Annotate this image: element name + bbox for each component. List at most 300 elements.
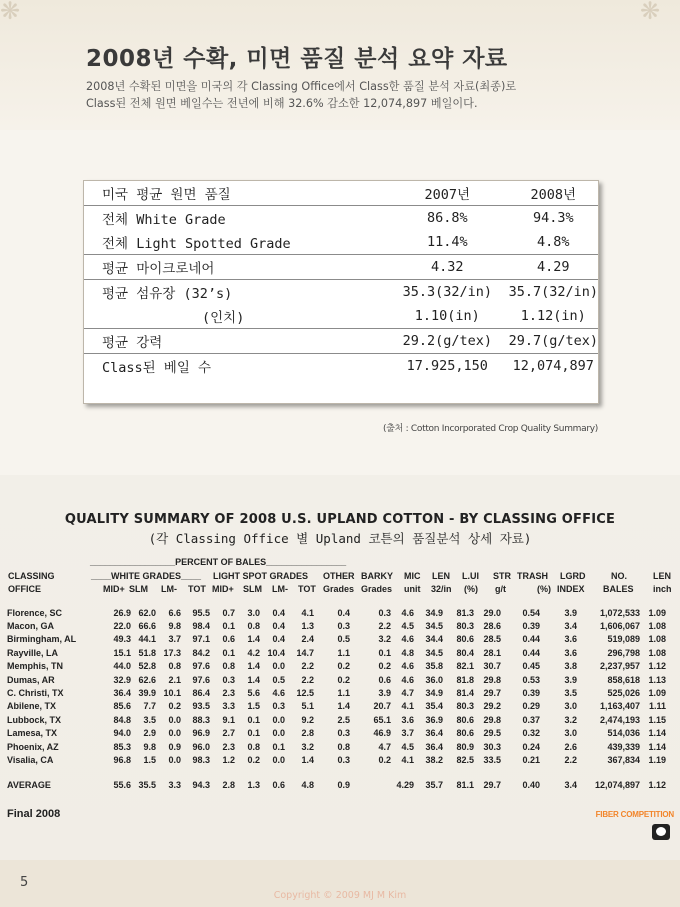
table-cell: 82.5 — [456, 754, 474, 765]
summary-table — [84, 181, 598, 378]
table-cell: 1.4 — [247, 674, 260, 685]
header-white-mid: MID+ — [103, 584, 125, 594]
table-cell: 28.5 — [483, 634, 501, 645]
table-cell: 20.7 — [373, 701, 391, 712]
table-cell: 0.2 — [337, 661, 350, 672]
table-cell: 35.4 — [425, 701, 443, 712]
table-cell: 3.3 — [222, 701, 235, 712]
table-spacer-cell — [7, 767, 666, 779]
table-cell: 88.3 — [192, 714, 210, 725]
final-label: Final 2008 — [7, 808, 61, 820]
table-row — [7, 606, 666, 619]
table-cell: 3.9 — [564, 607, 577, 618]
table-cell: 80.6 — [456, 728, 474, 739]
intro-line-1: 2008년 수확된 미면을 미국의 각 Classing Office에서 Class한 품질 분석 자료(최종)로 — [86, 80, 517, 93]
table-cell: 5.6 — [247, 688, 260, 699]
header-ls-mid: MID+ — [212, 584, 234, 594]
table-cell: 30.7 — [483, 661, 501, 672]
table-cell: 1.4 — [337, 701, 350, 712]
table-cell: 98.4 — [192, 621, 210, 632]
summary-row-length-32s — [84, 280, 598, 305]
table-cell: 2.9 — [143, 728, 156, 739]
summary-label: (인치) — [84, 304, 386, 329]
table-cell: 1.11 — [648, 701, 666, 712]
summary-value-2007: 35.3(32/in) — [402, 284, 492, 300]
summary-value-2008: 4.29 — [509, 255, 598, 280]
table-cell: 0.54 — [522, 607, 540, 618]
table-cell: 34.9 — [425, 688, 443, 699]
table-cell: 0.3 — [337, 728, 350, 739]
header-light-spot-grades: LIGHT SPOT GRADES — [213, 571, 309, 581]
table-cell: 0.8 — [168, 661, 181, 672]
table-cell: 39.9 — [138, 688, 156, 699]
table-cell: 0.5 — [337, 634, 350, 645]
table-cell: 29.7 — [483, 688, 501, 699]
table-cell: 0.0 — [272, 754, 285, 765]
table-cell: 2.1 — [168, 674, 181, 685]
table-cell: 3.0 — [247, 607, 260, 618]
table-cell: 0.32 — [522, 728, 540, 739]
summary-value-2008: 94.3% — [532, 210, 574, 226]
page-number: 5 — [20, 875, 29, 890]
table-cell: 2.2 — [301, 674, 314, 685]
table-cell: 1.1 — [337, 688, 350, 699]
table-cell: 0.1 — [378, 647, 391, 658]
table-cell: 36.4 — [113, 688, 131, 699]
table-cell: 3.6 — [401, 714, 414, 725]
table-cell: 0.21 — [522, 754, 540, 765]
table-cell: 4.7 — [378, 741, 391, 752]
corner-ornament-left: ❋ — [0, 0, 21, 25]
table-cell: 2,474,193 — [599, 714, 640, 725]
table-cell: 65.1 — [373, 714, 391, 725]
header-percent-of-bales: _________________PERCENT OF BALES________________ — [90, 557, 347, 567]
header-ls-tot: TOT — [298, 584, 316, 594]
table-cell: 0.2 — [168, 701, 181, 712]
page-title: 2008년 수확, 미면 품질 분석 요약 자료 — [86, 46, 508, 72]
table-cell: 4.1 — [301, 607, 314, 618]
table-cell: 0.1 — [222, 621, 235, 632]
table-row — [7, 713, 666, 726]
table-cell: 81.8 — [456, 674, 474, 685]
table-cell: 1.09 — [648, 688, 666, 699]
table-cell: 1.13 — [648, 674, 666, 685]
table-cell: 2.3 — [222, 688, 235, 699]
table-cell: 296,798 — [607, 647, 640, 658]
table-cell: 2.7 — [222, 728, 235, 739]
table-cell: 1.15 — [648, 714, 666, 725]
office-name: Phoenix, AZ — [7, 741, 59, 752]
table-cell: 0.0 — [272, 714, 285, 725]
table-cell: 4.2 — [247, 647, 260, 658]
table-cell: 29.8 — [483, 714, 501, 725]
summary-label: Class된 베일 수 — [102, 360, 212, 376]
table-cell: 0.7 — [222, 607, 235, 618]
summary-value-2007: 29.2(g/tex) — [386, 329, 509, 354]
table-cell: 525,026 — [607, 688, 640, 699]
table-cell: 32.9 — [113, 674, 131, 685]
table-cell: 3.0 — [564, 701, 577, 712]
summary-value-2007: 17.925,150 — [406, 358, 488, 374]
header-barky-grades: Grades — [361, 584, 393, 594]
table-cell: 4.6 — [272, 688, 285, 699]
summary-label: 평균 섬유장 (32’s) — [102, 286, 233, 302]
table-cell: 55.6 — [113, 780, 131, 791]
table-cell: 0.2 — [247, 754, 260, 765]
table-cell: 4.7 — [401, 688, 414, 699]
table-cell: 0.39 — [522, 688, 540, 699]
quality-summary-subtitle: (각 Classing Office 별 Upland 코튼의 품질분석 상세 자료) — [148, 531, 532, 546]
summary-value-2007: 4.32 — [386, 255, 509, 280]
copyright-text: Copyright © 2009 MJ M Kim — [273, 890, 407, 901]
table-cell: 0.6 — [222, 634, 235, 645]
header-lgrd-index: INDEX — [557, 584, 585, 594]
table-cell: 3.6 — [564, 647, 577, 658]
table-cell: 6.6 — [168, 607, 181, 618]
table-cell: 66.6 — [138, 621, 156, 632]
header-mic-unit: unit — [404, 584, 421, 594]
intro-line-2: Class된 전체 원면 베일수는 전년에 비해 32.6% 감소한 12,074,897 베일이다. — [86, 97, 478, 110]
table-cell: 97.1 — [192, 634, 210, 645]
office-name: C. Christi, TX — [7, 688, 64, 699]
table-cell: 4.8 — [301, 780, 314, 791]
summary-label: 전체 Light Spotted Grade — [84, 230, 386, 255]
table-cell: 3.2 — [564, 714, 577, 725]
table-cell: 2.3 — [222, 741, 235, 752]
table-cell: 94.0 — [113, 728, 131, 739]
header-other: OTHER — [323, 571, 355, 581]
table-cell: 0.0 — [272, 661, 285, 672]
table-cell: 5.1 — [301, 701, 314, 712]
table-cell: 35.7 — [425, 780, 443, 791]
table-cell: 96.8 — [113, 754, 131, 765]
summary-header-row — [84, 181, 598, 206]
table-cell: 0.8 — [222, 661, 235, 672]
office-name: Abilene, TX — [7, 701, 57, 712]
table-cell: 3.9 — [378, 688, 391, 699]
header-bales: BALES — [603, 584, 634, 594]
table-cell: 85.3 — [113, 741, 131, 752]
table-cell: 30.3 — [483, 741, 501, 752]
header-white-slm: SLM — [129, 584, 148, 594]
summary-value-2008: 12,074,897 — [512, 358, 594, 374]
average-row — [7, 779, 666, 792]
table-cell: 3.6 — [564, 634, 577, 645]
table-cell: 367,834 — [607, 754, 640, 765]
office-name: Lamesa, TX — [7, 728, 58, 739]
table-cell: 1.5 — [247, 701, 260, 712]
table-cell: 49.3 — [113, 634, 131, 645]
table-cell: 51.8 — [138, 647, 156, 658]
table-cell: 80.3 — [456, 701, 474, 712]
table-cell: 0.3 — [337, 621, 350, 632]
table-cell: 1.14 — [648, 741, 666, 752]
table-cell: 35.8 — [425, 661, 443, 672]
header-no: NO. — [611, 571, 628, 581]
table-cell: 1.08 — [648, 634, 666, 645]
table-row — [7, 633, 666, 646]
table-cell: 62.6 — [138, 674, 156, 685]
header-ls-lm: LM- — [272, 584, 288, 594]
table-cell: 1.3 — [247, 780, 260, 791]
table-cell: 0.40 — [522, 780, 540, 791]
summary-row-length-inch — [84, 304, 598, 329]
table-cell: 9.8 — [168, 621, 181, 632]
summary-value-2008: 29.7(g/tex) — [509, 329, 598, 354]
table-cell: 9.1 — [222, 714, 235, 725]
table-cell: 7.7 — [143, 701, 156, 712]
table-cell: 0.9 — [337, 780, 350, 791]
table-cell: 3.7 — [401, 728, 414, 739]
table-cell: 0.0 — [168, 754, 181, 765]
table-cell: 0.24 — [522, 741, 540, 752]
table-cell: 0.29 — [522, 701, 540, 712]
table-cell: 52.8 — [138, 661, 156, 672]
table-cell: 2.2 — [564, 754, 577, 765]
table-cell: 36.4 — [425, 728, 443, 739]
table-cell: 0.6 — [378, 674, 391, 685]
quality-summary-title: QUALITY SUMMARY OF 2008 U.S. UPLAND COTTON - BY CLASSING OFFICE — [64, 512, 616, 527]
table-cell: 2.8 — [222, 780, 235, 791]
table-cell: 4.29 — [396, 780, 414, 791]
office-name: Visalia, CA — [7, 754, 54, 765]
header-classing: CLASSING — [8, 571, 55, 581]
table-cell: 0.37 — [522, 714, 540, 725]
header-ls-slm: SLM — [243, 584, 262, 594]
table-cell: 3.7 — [168, 634, 181, 645]
table-row — [7, 686, 666, 699]
table-cell: 0.9 — [168, 741, 181, 752]
table-cell: 94.3 — [192, 780, 210, 791]
table-cell: 80.4 — [456, 647, 474, 658]
header-len-inch-unit: inch — [653, 584, 672, 594]
header-trash-unit: (%) — [537, 584, 551, 594]
table-cell: 1.4 — [247, 634, 260, 645]
table-cell: 3.2 — [301, 741, 314, 752]
summary-header-item: 미국 평균 원면 품질 — [84, 181, 386, 206]
table-cell: 0.0 — [272, 728, 285, 739]
table-cell: 2.5 — [337, 714, 350, 725]
table-cell: 858,618 — [607, 674, 640, 685]
summary-row-white-grade — [84, 206, 598, 231]
table-cell: 4.8 — [401, 647, 414, 658]
table-cell: 1.1 — [337, 647, 350, 658]
table-cell: 3.4 — [564, 780, 577, 791]
header-len-inch: LEN — [653, 571, 671, 581]
table-cell: 0.45 — [522, 661, 540, 672]
table-cell: 98.3 — [192, 754, 210, 765]
table-cell: 0.0 — [168, 728, 181, 739]
table-cell: 0.44 — [522, 634, 540, 645]
summary-row-micronaire — [84, 255, 598, 280]
table-cell: 1.14 — [648, 728, 666, 739]
table-cell: 1,163,407 — [599, 701, 640, 712]
fiber-competition-logo: FIBER COMPETITION — [595, 810, 674, 819]
source-note: (출처 : Cotton Incorporated Crop Quality Summary) — [383, 424, 598, 434]
office-name: Rayville, LA — [7, 647, 59, 658]
table-cell: 29.7 — [483, 780, 501, 791]
table-cell: 29.5 — [483, 728, 501, 739]
summary-label: 평균 마이크로네어 — [84, 255, 386, 280]
header-str-unit: g/t — [495, 584, 506, 594]
table-cell: 1,072,533 — [599, 607, 640, 618]
table-cell: 2.8 — [301, 728, 314, 739]
table-cell: 0.8 — [247, 621, 260, 632]
table-cell: 0.4 — [272, 621, 285, 632]
cotton-logo-icon — [652, 824, 670, 840]
table-cell: 96.9 — [192, 728, 210, 739]
header-len-unit: 32/in — [431, 584, 452, 594]
table-cell: 14.7 — [296, 647, 314, 658]
summary-row-light-spotted — [84, 230, 598, 255]
table-cell: 97.6 — [192, 661, 210, 672]
table-cell: 1.08 — [648, 621, 666, 632]
table-cell: 36.0 — [425, 674, 443, 685]
header-trash: TRASH — [517, 571, 548, 581]
header-office: OFFICE — [8, 584, 41, 594]
table-cell: 10.4 — [267, 647, 285, 658]
table-cell: 22.0 — [113, 621, 131, 632]
table-cell: 9.8 — [143, 741, 156, 752]
summary-value-2008: 4.8% — [509, 230, 598, 255]
table-cell: 3.3 — [168, 780, 181, 791]
table-cell: 96.0 — [192, 741, 210, 752]
header-white-grades: ____WHITE GRADES____ — [91, 571, 202, 581]
table-cell: 33.5 — [483, 754, 501, 765]
table-row — [7, 673, 666, 686]
table-cell: 29.8 — [483, 674, 501, 685]
table-cell: 3.2 — [378, 634, 391, 645]
summary-value-2008: 35.7(32/in) — [508, 284, 598, 300]
table-cell: 1.09 — [648, 607, 666, 618]
summary-label: 평균 강력 — [84, 329, 386, 354]
table-cell: 28.1 — [483, 647, 501, 658]
table-cell: 35.5 — [138, 780, 156, 791]
table-cell — [350, 779, 391, 792]
table-cell: 34.5 — [425, 647, 443, 658]
table-cell: 0.3 — [222, 674, 235, 685]
table-cell: 2.4 — [301, 634, 314, 645]
table-cell: 4.1 — [401, 701, 414, 712]
table-cell: 3.0 — [564, 728, 577, 739]
table-cell: 84.8 — [113, 714, 131, 725]
table-cell: 4.5 — [401, 741, 414, 752]
table-cell: 0.1 — [247, 714, 260, 725]
table-cell: 3.4 — [564, 621, 577, 632]
table-cell: 1.2 — [222, 754, 235, 765]
table-cell: 95.5 — [192, 607, 210, 618]
table-cell: 0.2 — [378, 661, 391, 672]
table-cell: 80.6 — [456, 714, 474, 725]
table-cell: 12.5 — [296, 688, 314, 699]
table-cell: 86.4 — [192, 688, 210, 699]
header-len: LEN — [432, 571, 450, 581]
table-cell: 1.5 — [143, 754, 156, 765]
table-cell: 28.6 — [483, 621, 501, 632]
table-cell: 34.5 — [425, 621, 443, 632]
table-cell: 36.4 — [425, 741, 443, 752]
table-cell: 2.2 — [301, 661, 314, 672]
summary-value-2007: 11.4% — [386, 230, 509, 255]
table-cell: 1.08 — [648, 647, 666, 658]
header-lui-unit: (%) — [464, 584, 478, 594]
office-name: Florence, SC — [7, 607, 63, 618]
header-str: STR — [493, 571, 511, 581]
table-cell: 38.2 — [425, 754, 443, 765]
table-cell: 12,074,897 — [594, 780, 640, 791]
table-cell: 4.5 — [401, 621, 414, 632]
table-cell: 0.3 — [378, 607, 391, 618]
table-cell: 46.9 — [373, 728, 391, 739]
table-cell: 62.0 — [138, 607, 156, 618]
table-cell: 1.19 — [648, 754, 666, 765]
table-cell: 4.6 — [401, 661, 414, 672]
table-row — [7, 753, 666, 766]
table-cell: 97.6 — [192, 674, 210, 685]
summary-header-2008: 2008년 — [509, 181, 598, 206]
summary-value-2008: 1.12(in) — [509, 304, 598, 329]
table-cell: 80.3 — [456, 621, 474, 632]
table-cell: 36.9 — [425, 714, 443, 725]
table-cell: 34.9 — [425, 607, 443, 618]
table-cell: 2.6 — [564, 741, 577, 752]
office-name: AVERAGE — [7, 780, 51, 791]
office-name: Birmingham, AL — [7, 634, 77, 645]
table-cell: 0.3 — [272, 701, 285, 712]
office-name: Macon, GA — [7, 621, 55, 632]
table-cell: 17.3 — [163, 647, 181, 658]
table-cell: 85.6 — [113, 701, 131, 712]
table-row — [7, 646, 666, 659]
intro-text — [86, 78, 626, 112]
table-cell: 1.3 — [301, 621, 314, 632]
summary-value-2007: 86.8% — [426, 210, 468, 226]
table-cell: 514,036 — [607, 728, 640, 739]
header-mic: MIC — [404, 571, 421, 581]
table-cell: 81.1 — [456, 780, 474, 791]
table-row — [7, 619, 666, 632]
table-cell: 84.2 — [192, 647, 210, 658]
header-barky: BARKY — [361, 571, 394, 581]
table-cell: 1,606,067 — [599, 621, 640, 632]
table-cell: 0.44 — [522, 647, 540, 658]
table-cell: 80.9 — [456, 741, 474, 752]
table-cell: 3.5 — [143, 714, 156, 725]
table-cell: 0.2 — [378, 754, 391, 765]
table-cell: 0.8 — [247, 741, 260, 752]
table-cell: 0.0 — [168, 714, 181, 725]
header-lui: L.UI — [462, 571, 479, 581]
table-row — [7, 727, 666, 740]
table-cell: 0.4 — [337, 607, 350, 618]
table-cell: 1.12 — [648, 780, 666, 791]
header-white-lm: LM- — [161, 584, 177, 594]
quality-summary-table — [7, 606, 666, 792]
table-cell: 0.1 — [247, 728, 260, 739]
table-cell: 0.53 — [522, 674, 540, 685]
header-other-grades: Grades — [323, 584, 355, 594]
table-cell: 29.0 — [483, 607, 501, 618]
header-lgrd: LGRD — [560, 571, 586, 581]
summary-row-bales — [84, 354, 598, 379]
table-cell: 0.4 — [272, 634, 285, 645]
table-cell: 1.4 — [301, 754, 314, 765]
table-cell: 0.2 — [337, 674, 350, 685]
table-cell: 3.9 — [564, 674, 577, 685]
table-cell: 80.6 — [456, 634, 474, 645]
office-name: Dumas, AR — [7, 674, 55, 685]
table-cell: 4.6 — [401, 674, 414, 685]
